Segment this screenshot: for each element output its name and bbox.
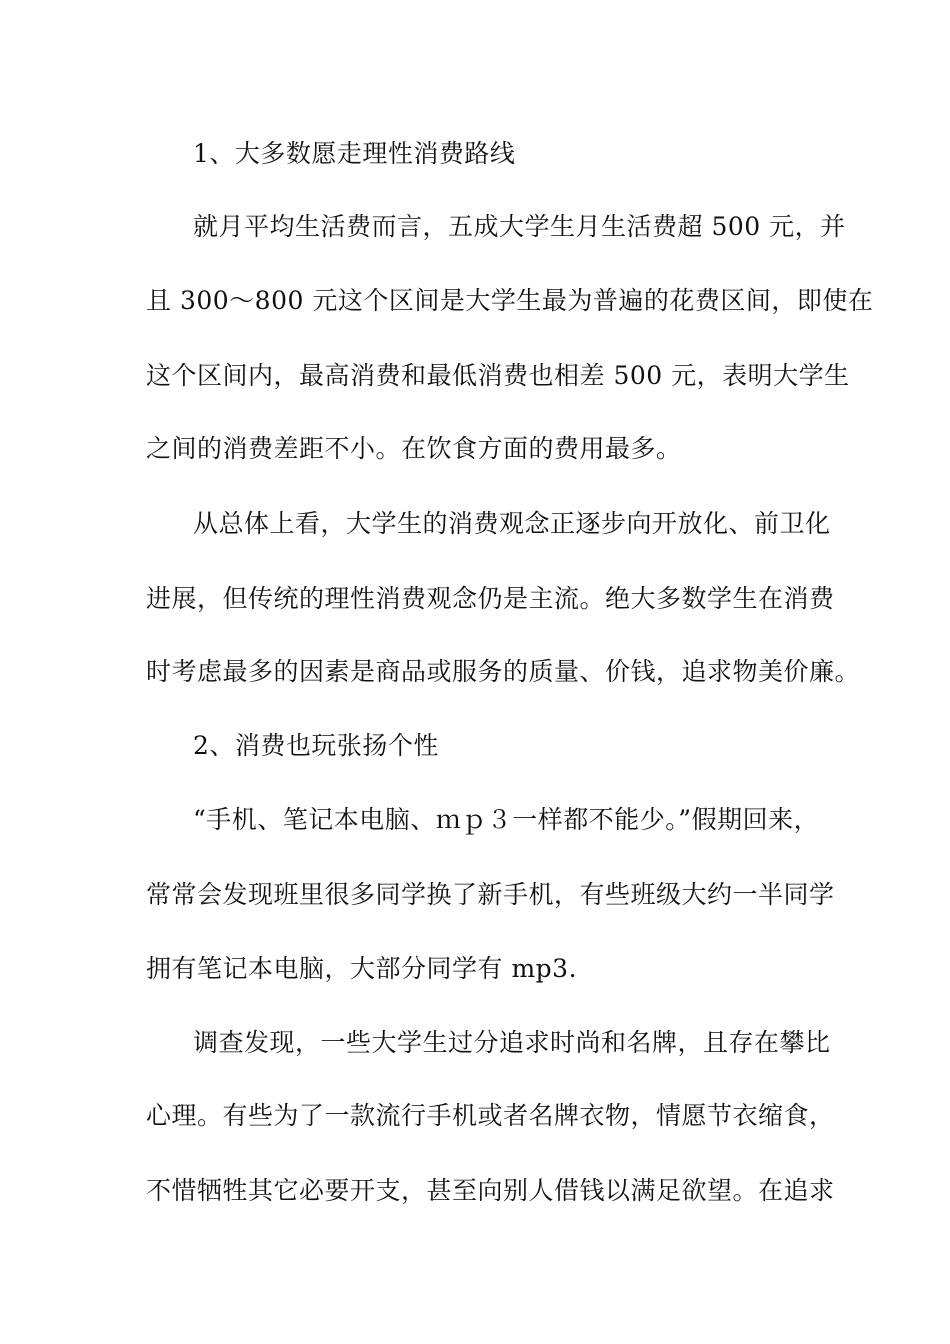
paragraph-line: 心理。有些为了一款流行手机或者名牌衣物，情愿节衣缩食， bbox=[146, 1101, 835, 1130]
paragraph-line: 调查发现，一些大学生过分追求时尚和名牌，且存在攀比 bbox=[193, 1028, 831, 1057]
paragraph-line: 拥有笔记本电脑，大部分同学有 mp3. bbox=[146, 954, 578, 983]
heading-rational-consumption: 1、大多数愿走理性消费路线 bbox=[193, 139, 516, 168]
paragraph-line: 且 300～800 元这个区间是大学生最为普遍的花费区间，即使在 bbox=[146, 286, 874, 315]
paragraph-line: 这个区间内，最高消费和最低消费也相差 500 元，表明大学生 bbox=[146, 361, 850, 390]
heading-personality-consumption: 2、消费也玩张扬个性 bbox=[193, 731, 439, 760]
paragraph-line: “手机、笔记本电脑、ｍｐ３一样都不能少。”假期回来， bbox=[193, 805, 820, 834]
paragraph-line: 不惜牺牲其它必要开支，甚至向别人借钱以满足欲望。在追求 bbox=[146, 1176, 835, 1205]
paragraph-line: 就月平均生活费而言，五成大学生月生活费超 500 元，并 bbox=[193, 212, 846, 241]
paragraph-line: 之间的消费差距不小。在饮食方面的费用最多。 bbox=[146, 434, 682, 463]
paragraph-line: 时考虑最多的因素是商品或服务的质量、价钱，追求物美价廉。 bbox=[146, 657, 861, 686]
paragraph-line: 从总体上看，大学生的消费观念正逐步向开放化、前卫化 bbox=[193, 509, 831, 538]
paragraph-line: 常常会发现班里很多同学换了新手机，有些班级大约一半同学 bbox=[146, 880, 835, 909]
paragraph-line: 进展，但传统的理性消费观念仍是主流。绝大多数学生在消费 bbox=[146, 584, 835, 613]
